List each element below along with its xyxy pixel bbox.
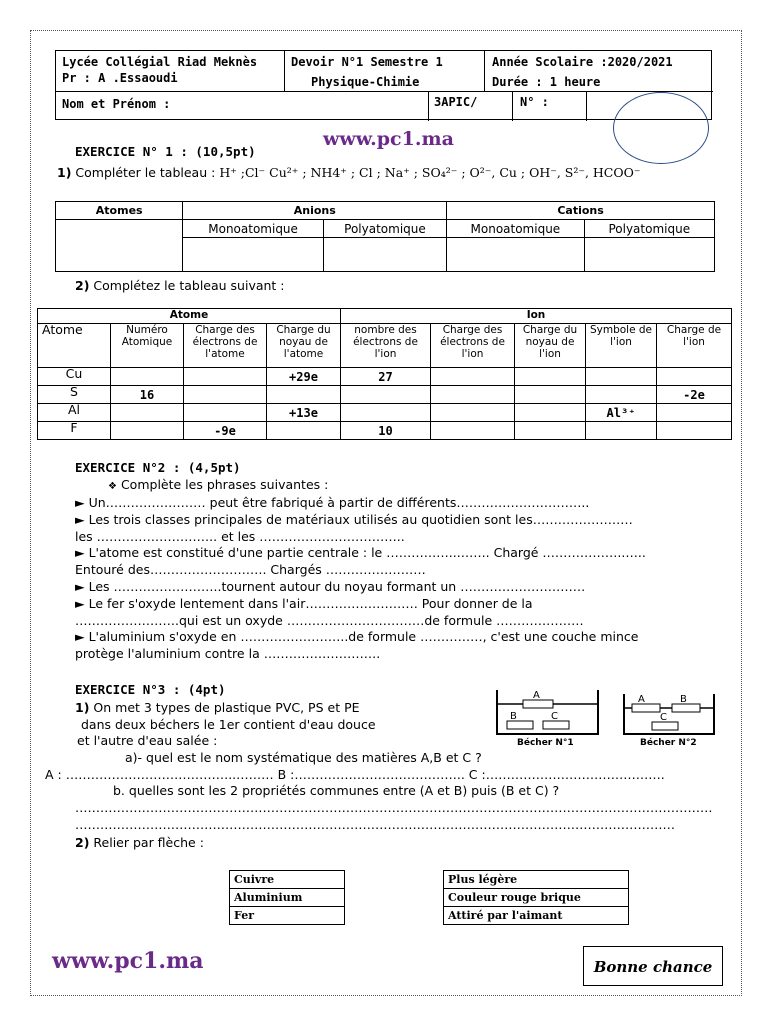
beaker1-label-c: C <box>551 711 558 722</box>
table-cell[interactable] <box>586 368 657 386</box>
beaker2-label-a: A <box>638 694 645 705</box>
table-cell[interactable] <box>267 422 341 440</box>
ex3-q2-number: 2) <box>75 835 90 850</box>
ex2-lines <box>75 495 646 663</box>
diamond-icon: ❖ <box>108 481 117 492</box>
answer-line-abc[interactable]: A : …………………………………..……… B :………………………………….. C :……………………………………. <box>45 767 665 782</box>
head-charge-ion: Charge de l'ion <box>657 324 732 368</box>
beaker-2-drawing <box>622 692 716 738</box>
subject: Physique-Chimie <box>311 75 420 89</box>
ex3-q1-line: dans deux béchers le 1er contient d'eau douce <box>81 716 376 732</box>
class-label: 3APIC/ <box>434 95 478 109</box>
ex2-line: …………………….qui est un oxyde ……………………………de formule ………………… <box>75 612 584 628</box>
school-name: Lycée Collégial Riad Meknès <box>62 55 258 69</box>
table-cell[interactable] <box>184 386 267 404</box>
ex2-line: ► Les trois classes principales de matériaux utilisés au quotidien sont les…………………… <box>75 511 633 527</box>
atomes-cell[interactable] <box>56 220 183 272</box>
table-cell[interactable] <box>184 368 267 386</box>
table-cell[interactable]: -9e <box>184 422 267 440</box>
school-year: Année Scolaire :2020/2021 <box>492 55 673 69</box>
q1-number: 1) <box>57 165 72 180</box>
grade-circle <box>613 92 709 164</box>
right-item[interactable]: Plus légère <box>444 871 629 889</box>
ex3-q2-text: Relier par flèche : <box>93 835 204 850</box>
head-charge-electrons-ion: Charge des électrons de l'ion <box>431 324 515 368</box>
table-cell[interactable] <box>586 386 657 404</box>
head-nombre-electrons-ion: nombre des électrons de l'ion <box>341 324 431 368</box>
name-label: Nom et Prénom : <box>62 97 171 111</box>
head-numero: Numéro Atomique <box>111 324 184 368</box>
table-cell[interactable] <box>515 404 586 422</box>
head-symbole-ion: Symbole de l'ion <box>586 324 657 368</box>
beaker-1 <box>495 688 600 752</box>
row-element: Cu <box>38 368 111 386</box>
ex2-line: Entouré des………………………. Chargés …………………… <box>75 562 426 578</box>
table-cell[interactable] <box>431 404 515 422</box>
table-cell[interactable]: 27 <box>341 368 431 386</box>
exercise-1-title: EXERCICE N° 1 : (10,5pt) <box>75 144 256 159</box>
ex2-line: protège l'aluminium contre la ………………………. <box>75 646 381 662</box>
beaker-2 <box>622 692 716 756</box>
col-atomes: Atomes <box>56 202 183 220</box>
table-cell[interactable]: +29e <box>267 368 341 386</box>
table-cell[interactable] <box>267 386 341 404</box>
row-element: F <box>38 422 111 440</box>
group-ion: Ion <box>341 309 732 324</box>
left-item[interactable]: Cuivre <box>230 871 345 889</box>
sub-mono-anion: Monoatomique <box>183 220 323 238</box>
left-items-table <box>229 870 345 925</box>
ex3-q1 <box>75 700 482 766</box>
row-element: S <box>38 386 111 404</box>
head-charge-noyau-atome: Charge du noyau de l'atome <box>267 324 341 368</box>
answer-dots-2[interactable]: ……………………………………………………………………………………………………………………………… <box>75 817 675 832</box>
table-cell[interactable] <box>586 422 657 440</box>
exercise-3-title: EXERCICE N°3 : (4pt) <box>75 682 226 697</box>
col-anions: Anions <box>183 202 447 220</box>
q1-species: H⁺ ;Cl⁻ Cu²⁺ ; NH4⁺ ; Cl ; Na⁺ ; SO₄²⁻ ; O²⁻, Cu ; OH⁻, S²⁻, HCOO⁻ <box>219 165 641 180</box>
table-cell[interactable]: 16 <box>111 386 184 404</box>
head-atome: Atome <box>38 324 111 368</box>
table-cell[interactable] <box>657 422 732 440</box>
head-charge-noyau-ion: Charge du noyau de l'ion <box>515 324 586 368</box>
ex3-q1-number: 1) <box>75 700 90 715</box>
poly-cation-cell[interactable] <box>584 238 714 272</box>
beaker1-label-b: B <box>510 711 517 722</box>
duration: Durée : 1 heure <box>492 75 601 89</box>
sub-poly-cation: Polyatomique <box>584 220 714 238</box>
table-cell[interactable]: 10 <box>341 422 431 440</box>
left-item[interactable]: Aluminium <box>230 889 345 907</box>
ex2-instruction: Complète les phrases suivantes : <box>120 477 329 492</box>
watermark-bottom: www.pc1.ma <box>52 948 204 974</box>
classification-table <box>55 201 715 272</box>
ex2-line: ► L'atome est constitué d'une partie centrale : le ……………..…….. Chargé ………………..….. <box>75 545 646 561</box>
table-cell[interactable] <box>111 368 184 386</box>
row-element: Al <box>38 404 111 422</box>
ex2-line: les ……………………….. et les …………………………….. <box>75 528 405 544</box>
col-cations: Cations <box>447 202 715 220</box>
table-cell[interactable] <box>657 368 732 386</box>
beaker1-label-a: A <box>533 690 540 701</box>
mono-cation-cell[interactable] <box>447 238 584 272</box>
teacher-name: Pr : A .Essaoudi <box>62 71 178 85</box>
ex2-instruction-line <box>108 477 328 492</box>
watermark-top: www.pc1.ma <box>323 128 454 150</box>
right-item[interactable]: Attiré par l'aimant <box>444 907 629 925</box>
table-cell[interactable] <box>431 386 515 404</box>
poly-anion-cell[interactable] <box>323 238 446 272</box>
ex2-line: ► Un…………………… peut être fabriqué à partir de différents………………………….. <box>75 495 590 510</box>
table-cell[interactable]: +13e <box>267 404 341 422</box>
q1-text: Compléter le tableau : <box>75 165 216 180</box>
table-cell[interactable] <box>111 404 184 422</box>
table-cell[interactable] <box>515 422 586 440</box>
beaker-1-drawing <box>495 688 600 738</box>
table-cell[interactable] <box>341 404 431 422</box>
table-cell[interactable] <box>515 368 586 386</box>
table-cell[interactable]: Al³⁺ <box>586 404 657 422</box>
ex3-q1-line: On met 3 types de plastique PVC, PS et PE <box>93 700 360 715</box>
q2-number: 2) <box>75 278 90 293</box>
ex2-line: ► Les ……………………..tournent autour du noyau formant un ………………………… <box>75 578 586 594</box>
table-cell[interactable] <box>431 422 515 440</box>
group-atome: Atome <box>38 309 341 324</box>
table-cell[interactable] <box>111 422 184 440</box>
beaker-1-caption: Bécher N°1 <box>517 738 574 748</box>
ex3-qb: b. quelles sont les 2 propriétés communes entre (A et B) puis (B et C) ? <box>113 783 560 798</box>
answer-dots-1[interactable]: ……………………………………………………………………………………………………………………………………… <box>75 800 713 815</box>
beaker-2-caption: Bécher N°2 <box>640 738 697 748</box>
table-cell[interactable] <box>657 404 732 422</box>
q2-text: Complétez le tableau suivant : <box>93 278 285 293</box>
ex3-qa: a)- quel est le nom systématique des matières A,B et C ? <box>125 749 482 765</box>
header-box <box>55 50 712 120</box>
head-charge-electrons-atome: Charge des électrons de l'atome <box>184 324 267 368</box>
table-cell[interactable] <box>184 404 267 422</box>
sub-mono-cation: Monoatomique <box>447 220 584 238</box>
right-item[interactable]: Couleur rouge brique <box>444 889 629 907</box>
devoir-title: Devoir N°1 Semestre 1 <box>291 55 443 69</box>
atom-ion-table <box>37 308 732 440</box>
sub-poly-anion: Polyatomique <box>323 220 446 238</box>
exercise-2-title: EXERCICE N°2 : (4,5pt) <box>75 460 241 475</box>
table-cell[interactable] <box>341 386 431 404</box>
table-cell[interactable] <box>431 368 515 386</box>
number-label: N° : <box>520 95 549 109</box>
table-cell[interactable] <box>515 386 586 404</box>
ex2-line: ► L'aluminium s'oxyde en ……………………..de formule ……………, c'est une couche mince <box>75 629 639 645</box>
right-items-table <box>443 870 629 925</box>
mono-anion-cell[interactable] <box>183 238 323 272</box>
beaker2-label-c: C <box>660 712 667 723</box>
beaker2-label-b: B <box>680 694 687 705</box>
left-item[interactable]: Fer <box>230 907 345 925</box>
ex3-q1-line: et l'autre d'eau salée : <box>77 733 218 748</box>
ex2-line: ► Le fer s'oxyde lentement dans l'air……………………… Pour donner de la <box>75 595 533 611</box>
bonne-chance-box: Bonne chance <box>583 946 723 986</box>
table-cell[interactable]: -2e <box>657 386 732 404</box>
